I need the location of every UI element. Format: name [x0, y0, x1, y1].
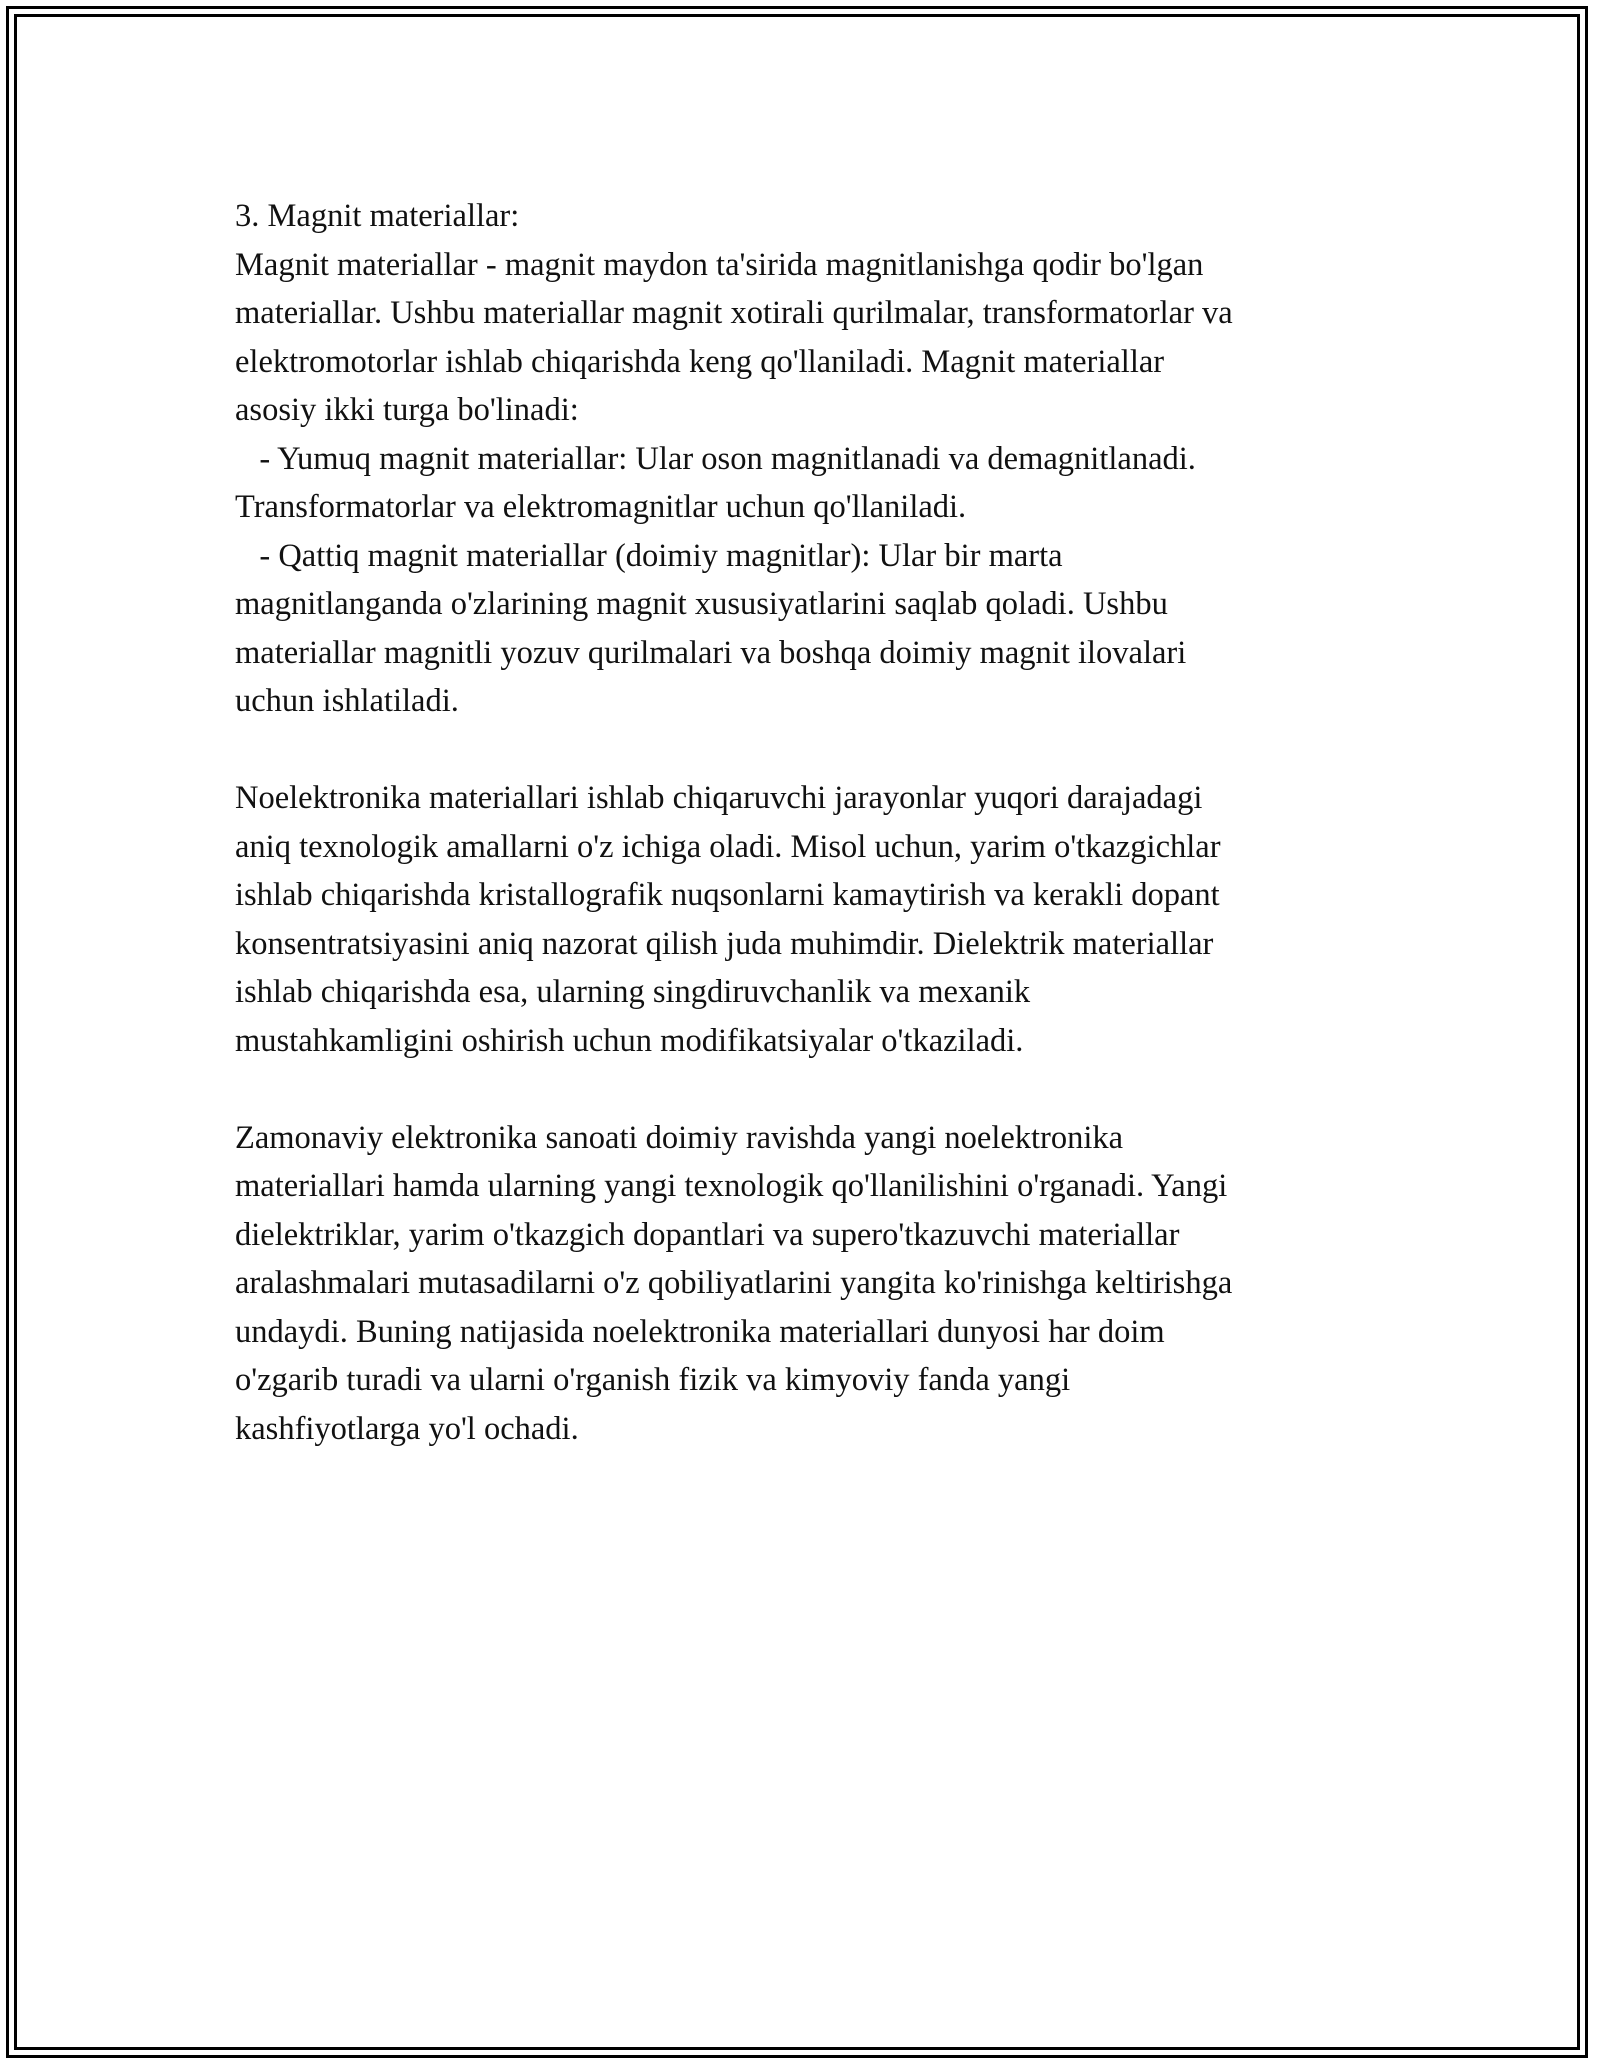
paragraph-modern-industry — [235, 1114, 1385, 1454]
text-line: o'zgarib turadi va ularni o'rganish fizik va kimyoviy fanda yangi — [235, 1362, 1071, 1398]
text-line: Zamonaviy elektronika sanoati doimiy ravishda yangi noelektronika — [235, 1119, 1124, 1156]
text-line: materiallar. Ushbu materiallar magnit xotirali qurilmalar, transformatorlar va — [235, 295, 1233, 331]
text-line: mustahkamligini oshirish uchun modifikatsiyalar o'tkaziladi. — [235, 1022, 1024, 1059]
paragraph-intro — [235, 241, 1385, 435]
text-line: aralashmalari mutasadilarni o'z qobiliyatlarini yangita ko'rinishga keltirishga — [235, 1265, 1233, 1301]
paragraph-gap — [235, 1065, 1385, 1114]
section-title: 3. Magnit materiallar: — [235, 198, 520, 234]
text-line: asosiy ikki turga bo'linadi: — [235, 392, 579, 428]
paragraph-gap — [235, 726, 1385, 775]
bullet-soft-magnetic — [235, 435, 1385, 532]
text-line: uchun ishlatiladi. — [235, 683, 459, 719]
text-line: aniq texnologik amallarni o'z ichiga oladi. Misol uchun, yarim o'tkazgichlar — [235, 828, 1221, 865]
text-line: Magnit materiallar - magnit maydon ta'sirida magnitlanishga qodir bo'lgan — [235, 246, 1204, 283]
document-body — [235, 192, 1385, 1453]
text-line: Noelektronika materiallari ishlab chiqaruvchi jarayonlar yuqori darajadagi — [235, 780, 1203, 816]
text-line: kashfiyotlarga yo'l ochadi. — [235, 1410, 579, 1447]
text-line: undaydi. Buning natijasida noelektronika materiallari dunyosi har doim — [235, 1313, 1165, 1350]
text-line: konsentratsiyasini aniq nazorat qilish juda muhimdir. Dielektrik materiallar — [235, 925, 1214, 962]
text-line: materiallar magnitli yozuv qurilmalari va boshqa doimiy magnit ilovalari — [235, 634, 1187, 671]
text-line: Transformatorlar va elektromagnitlar uchun qo'llaniladi. — [235, 489, 967, 525]
text-line: elektromotorlar ishlab chiqarishda keng qo'llaniladi. Magnit materiallar — [235, 343, 1165, 380]
text-line: - Qattiq magnit materiallar (doimiy magnitlar): Ular bir marta — [235, 537, 1063, 574]
text-line: magnitlanganda o'zlarining magnit xususiyatlarini saqlab qoladi. Ushbu — [235, 586, 1168, 622]
paragraph-production — [235, 774, 1385, 1065]
text-line: dielektriklar, yarim o'tkazgich dopantlari va supero'tkazuvchi materiallar — [235, 1216, 1180, 1253]
text-line: - Yumuq magnit materiallar: Ular oson magnitlanadi va demagnitlanadi. — [235, 440, 1196, 477]
text-line: materiallari hamda ularning yangi texnologik qo'llanilishini o'rganadi. Yangi — [235, 1168, 1228, 1204]
text-line: ishlab chiqarishda esa, ularning singdiruvchanlik va mexanik — [235, 974, 1031, 1010]
bullet-hard-magnetic — [235, 532, 1385, 726]
text-line: ishlab chiqarishda kristallografik nuqsonlarni kamaytirish va kerakli dopant — [235, 877, 1220, 913]
